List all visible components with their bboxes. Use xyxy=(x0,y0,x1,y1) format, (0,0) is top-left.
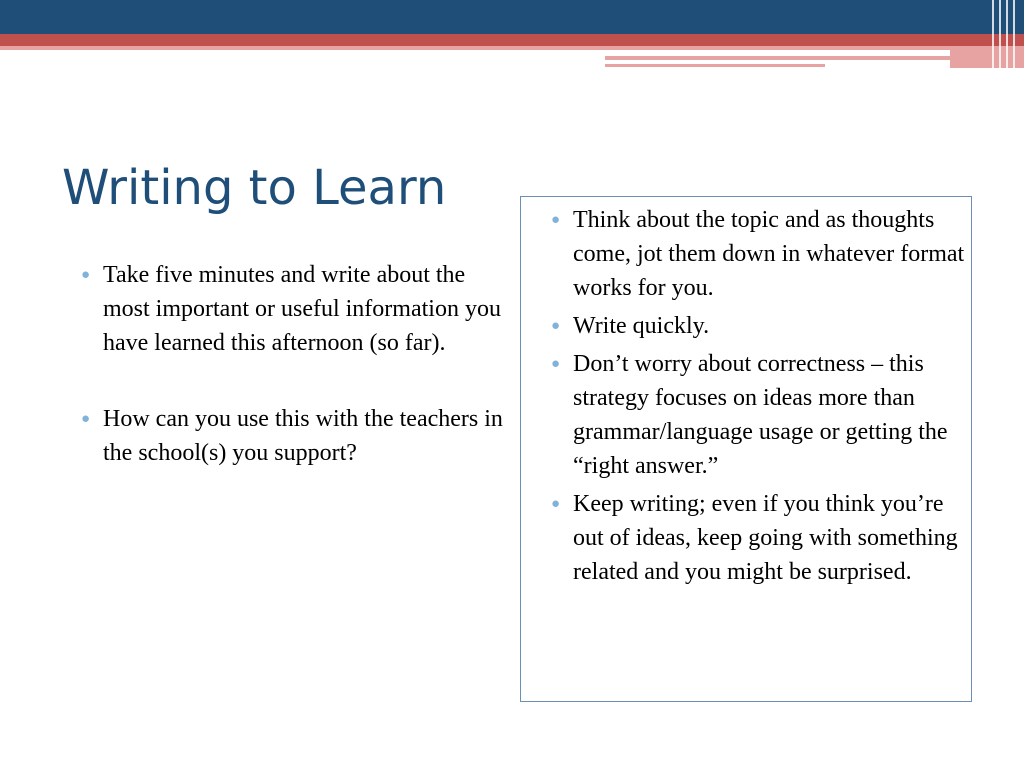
stripe-2 xyxy=(999,0,1001,68)
left-bullet-list xyxy=(72,258,512,512)
list-item xyxy=(542,347,968,483)
slide-title: Writing to Learn xyxy=(62,160,447,216)
list-item xyxy=(542,487,968,589)
list-item-text: Think about the topic and as thoughts come, jot them down in whatever format works for you. xyxy=(573,207,965,301)
list-item-text: Don’t worry about correctness – this strategy focuses on ideas more than grammar/language usage or getting the “right answer.” xyxy=(573,351,948,479)
stripe-1 xyxy=(992,0,994,68)
pink-band-right xyxy=(950,50,1024,68)
header-band-decoration xyxy=(0,0,1024,80)
right-text-box xyxy=(520,196,972,702)
bullet-dot-icon: ● xyxy=(551,212,561,228)
list-item xyxy=(542,203,968,305)
bullet-dot-icon: ● xyxy=(551,356,561,372)
pink-band-lower xyxy=(605,56,950,60)
stripe-3 xyxy=(1006,0,1008,68)
bullet-dot-icon: ● xyxy=(551,496,561,512)
bullet-dot-icon: ● xyxy=(551,318,561,334)
right-bullet-list xyxy=(542,203,968,593)
list-item-text: How can you use this with the teachers in the school(s) you support? xyxy=(103,406,503,466)
list-item xyxy=(72,258,512,360)
list-item xyxy=(542,309,968,343)
list-item-text: Write quickly. xyxy=(573,313,710,339)
bullet-dot-icon: ● xyxy=(81,267,91,283)
pink-band-upper xyxy=(0,46,1024,50)
bullet-dot-icon: ● xyxy=(81,411,91,427)
red-band xyxy=(0,34,1024,46)
list-item-text: Take five minutes and write about the most important or useful information you have learned this afternoon (so far). xyxy=(103,262,501,356)
list-item-text: Keep writing; even if you think you’re out of ideas, keep going with something related and you might be surprised. xyxy=(573,491,958,585)
pink-band-short xyxy=(605,64,825,67)
navy-band xyxy=(0,0,1024,34)
list-item xyxy=(72,402,512,470)
stripe-4 xyxy=(1013,0,1015,68)
